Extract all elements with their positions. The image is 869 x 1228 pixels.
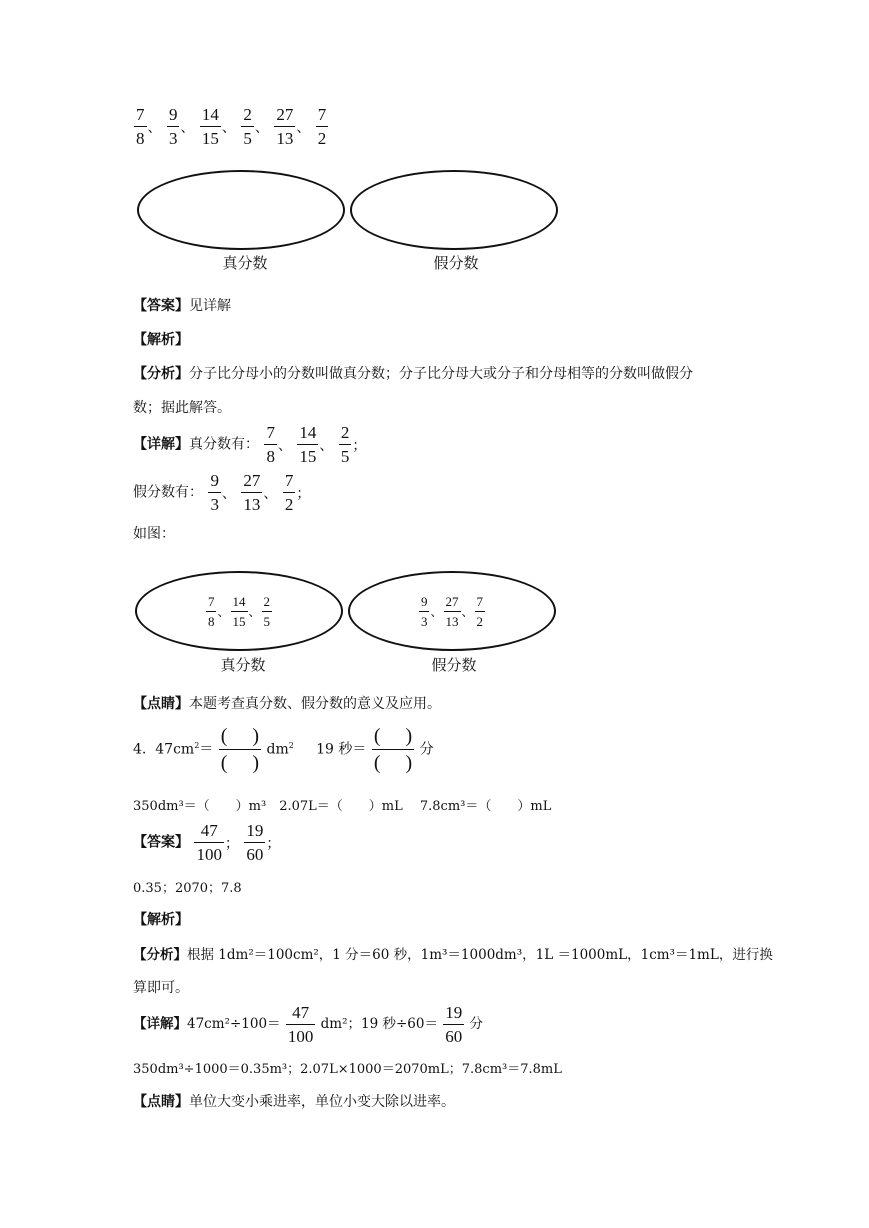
fraction: $\frac{14}{15}$: [299, 423, 317, 466]
fraction: $\frac{14}{15}$: [201, 105, 219, 148]
proper-ellipse-empty: [137, 170, 345, 250]
q4-dianjing-line: 【点睛】单位大变小乘进率，单位小变大除以进率。: [133, 1094, 455, 1110]
dianjing-line: 【点睛】本题考查真分数、假分数的意义及应用。: [133, 696, 441, 712]
fraction: $\frac{27}{13}$: [243, 471, 261, 514]
fraction: $\frac{2}{5}$: [340, 423, 350, 466]
improper-caption-2: 假分数: [431, 656, 477, 674]
q4-analysis-heading: 【解析】: [133, 912, 189, 928]
fraction: $\frac{7}{8}$: [136, 105, 145, 148]
analysis-heading: 【解析】: [133, 332, 189, 348]
q4-line-1: 4. $47cm^2=$ $\frac{( )}{( )}$ $dm^2$ 19 秒＝ $\frac{( )}{( )}$ 分: [133, 725, 434, 774]
fraction: $\frac{19}{60}$: [246, 821, 264, 864]
q4-answer: 【答案】 $\frac{47}{100}$ ； $\frac{19}{60}$ ；: [133, 821, 281, 864]
blank-fraction: $\frac{( )}{( )}$: [220, 725, 260, 774]
answer-line: 【答案】见详解: [133, 298, 231, 314]
fraction: $\frac{7}{2}$: [476, 593, 484, 629]
blank-fraction: $\frac{( )}{( )}$: [373, 725, 413, 774]
fraction: $\frac{47}{100}$: [196, 821, 222, 864]
q4-answer-line-2: 0.35；2070；7.8: [133, 881, 242, 896]
improper-caption: 假分数: [433, 254, 479, 272]
fraction: $\frac{19}{60}$: [445, 1003, 463, 1046]
fraction: $\frac{7}{8}$: [207, 593, 215, 629]
q4-detail-line: 【详解】47cm²÷100＝ $\frac{47}{100}$ dm²；19 秒÷60＝ $\frac{19}{60}$ 分: [133, 1003, 484, 1046]
proper-caption: 真分数: [222, 254, 268, 272]
fenxi-line: 【分析】分子比分母小的分数叫做真分数；分子比分母大或分子和分母相等的分数叫做假分: [133, 366, 693, 382]
fraction: $\frac{27}{13}$: [445, 593, 459, 629]
detail-improper-line: 假分数有： $\frac{9}{3}$ 、 $\frac{27}{13}$ 、 $\frac{7}{2}$ ；: [133, 471, 311, 514]
improper-ellipse-empty: [350, 170, 558, 250]
improper-contents: $\frac{9}{3}$ 、 $\frac{27}{13}$ 、 $\frac{7}{2}$: [420, 593, 484, 629]
proper-caption-2: 真分数: [220, 656, 266, 674]
fraction: $\frac{9}{3}$: [210, 471, 219, 514]
q4-fenxi-line-2: 算即可。: [133, 980, 189, 996]
q4-fenxi-line: 【分析】根据 1dm²＝100cm²，1 分＝60 秒，1m³＝1000dm³，1L ＝1000mL，1cm³＝1mL，进行换: [133, 947, 773, 963]
fraction: $\frac{7}{2}$: [317, 105, 327, 148]
fraction: $\frac{9}{3}$: [168, 105, 178, 148]
as-figure: 如图：: [133, 526, 175, 542]
fraction: $\frac{7}{2}$: [284, 471, 294, 514]
fraction: $\frac{14}{15}$: [232, 593, 246, 629]
fraction: $\frac{9}{3}$: [420, 593, 428, 629]
detail-proper-line: 【详解】真分数有： $\frac{7}{8}$ 、 $\frac{14}{15}$ 、 $\frac{2}{5}$ ；: [133, 423, 367, 466]
fraction: $\frac{27}{13}$: [276, 105, 294, 148]
fraction: $\frac{47}{100}$: [287, 1003, 314, 1046]
fraction: $\frac{2}{5}$: [243, 105, 252, 148]
q4-detail-line-2: 350dm³÷1000＝0.35m³；2.07L×1000＝2070mL；7.8cm³＝7.8mL: [133, 1062, 562, 1077]
fenxi-line-2: 数；据此解答。: [133, 400, 231, 416]
fraction: $\frac{7}{8}$: [266, 423, 275, 466]
q4-line-2: 350dm³＝（ ）m³ 2.07L＝（ ）mL 7.8cm³＝（ ）mL: [133, 799, 552, 814]
fraction-list: $\frac{7}{8}$ 、 $\frac{9}{3}$ 、 $\frac{14}{15}$ 、 $\frac{2}{5}$ 、 $\frac{27}{13}$ 、 $\frac{7}{2}$: [136, 105, 327, 148]
fraction: $\frac{2}{5}$: [263, 593, 271, 629]
proper-contents: $\frac{7}{8}$ 、 $\frac{14}{15}$ 、 $\frac{2}{5}$: [207, 593, 271, 629]
